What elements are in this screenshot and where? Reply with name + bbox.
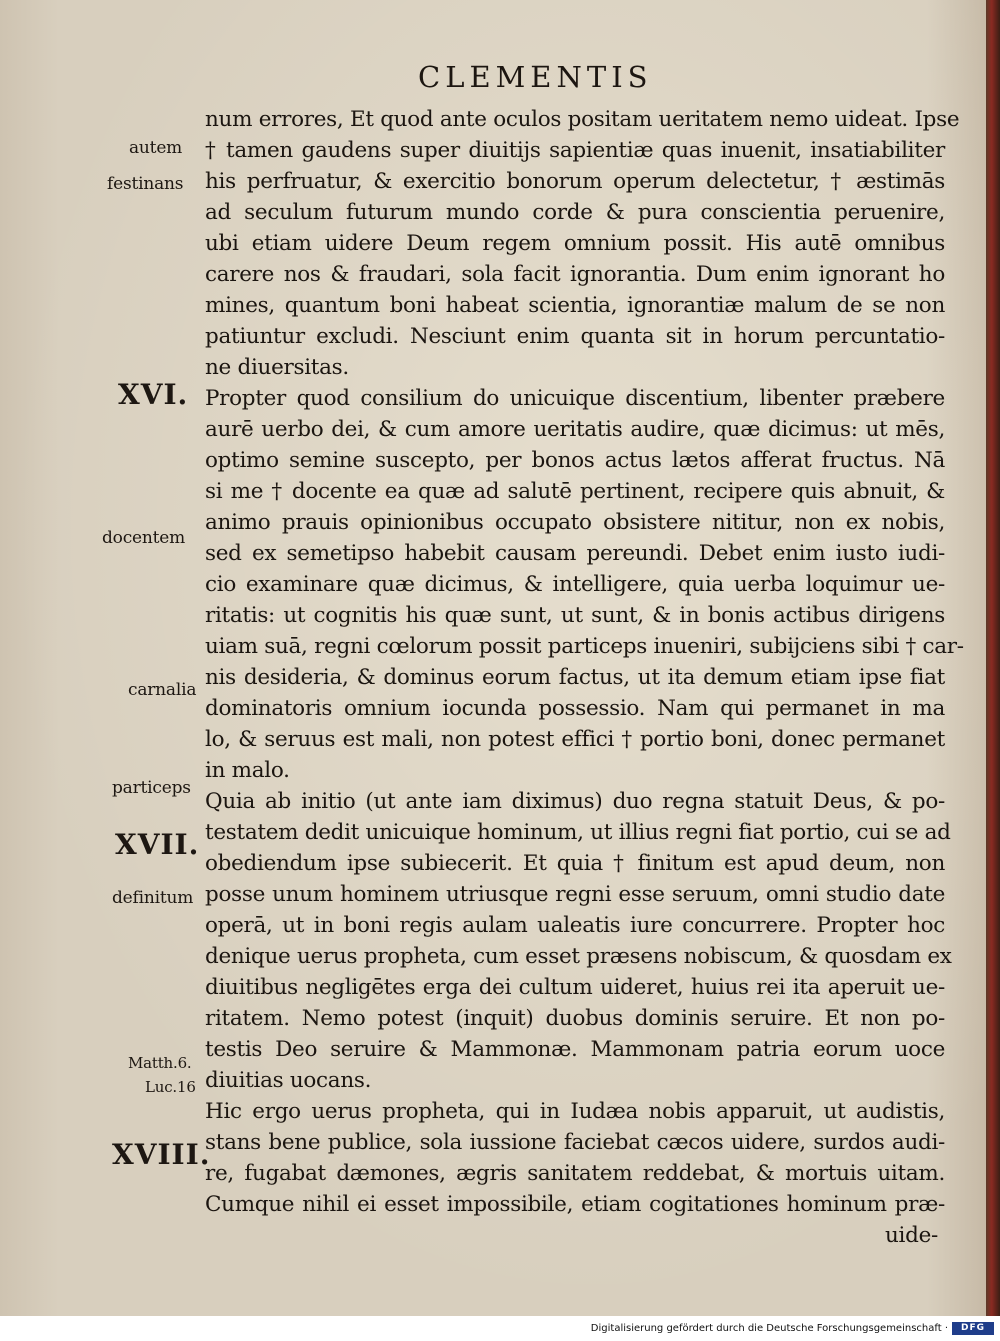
text-line: lo, & seruus est mali, non potest effici † portio boni, donec permanet [205, 727, 945, 752]
text-line: cio examinare quæ dicimus, & intelligere, quia uerba loquimur ue- [205, 572, 945, 597]
text-line: ubi etiam uidere Deum regem omnium possit. His autē omnibus [205, 231, 945, 256]
margin-note-docentem: docentem [102, 528, 186, 548]
text-line: optimo semine suscepto, per bonos actus lætos afferat fructus. Nā [205, 448, 945, 473]
text-line: obediendum ipse subiecerit. Et quia † finitum est apud deum, non [205, 851, 945, 876]
text-line: ritatis: ut cognitis his quæ sunt, ut sunt, & in bonis actibus dirigens [205, 603, 945, 628]
text-line: † tamen gaudens super diuitijs sapientiæ quas inuenit, insatiabiliter [205, 138, 945, 163]
text-line: posse unum hominem utriusque regni esse seruum, omni studio date [205, 882, 945, 907]
text-line: ritatem. Nemo potest (inquit) duobus dominis seruire. Et non po- [205, 1006, 945, 1031]
text-line: in malo. [205, 758, 290, 783]
text-line: mines, quantum boni habeat scientia, ignorantiæ malum de se non [205, 293, 945, 318]
running-head: CLEMENTIS [418, 60, 653, 94]
text-line: ne diuersitas. [205, 355, 349, 380]
section-number-xvi: XVI. [118, 378, 189, 411]
digitization-credit: Digitalisierung gefördert durch die Deutsche Forschungsgemeinschaft · [590, 1323, 948, 1334]
text-line: denique uerus propheta, cum esset præsens nobiscum, & quosdam ex [205, 944, 952, 969]
dfg-logo: DFG [952, 1322, 994, 1335]
text-line: testatem dedit unicuique hominum, ut illius regni fiat portio, cui se ad [205, 820, 951, 845]
margin-note-particeps: particeps [112, 778, 191, 798]
text-line: dominatoris omnium iocunda possessio. Nam qui permanet in ma [205, 696, 945, 721]
text-line: Hic ergo uerus propheta, qui in Iudæa nobis apparuit, ut audistis, [205, 1099, 945, 1124]
text-line: diuitias uocans. [205, 1068, 372, 1093]
text-line: re, fugabat dæmones, ægris sanitatem reddebat, & mortuis uitam. [205, 1161, 945, 1186]
text-line: animo prauis opinionibus occupato obsistere nititur, non ex nobis, [205, 510, 945, 535]
margin-note-definitum: definitum [112, 888, 194, 908]
text-line: num errores, Et quod ante oculos positam ueritatem nemo uideat. Ipse [205, 107, 960, 132]
margin-note-carnalia: carnalia [128, 680, 197, 700]
text-line: sed ex semetipso habebit causam pereundi. Debet enim iusto iudi- [205, 541, 945, 566]
text-line: ad seculum futurum mundo corde & pura conscientia peruenire, [205, 200, 945, 225]
text-line: Propter quod consilium do unicuique discentium, libenter præbere [205, 386, 945, 411]
catchword: uide- [885, 1223, 938, 1248]
section-number-xviii: XVIII. [112, 1138, 211, 1171]
text-line: patiuntur excludi. Nesciunt enim quanta sit in horum percuntatio- [205, 324, 945, 349]
text-line: stans bene publice, sola iussione faciebat cæcos uidere, surdos audi- [205, 1130, 945, 1155]
margin-note-autem: autem [129, 138, 183, 158]
text-line: diuitibus negligētes erga dei cultum uideret, huius rei ita aperuit ue- [205, 975, 945, 1000]
text-line: uiam suā, regni cœlorum possit particeps inueniri, subijciens sibi † car- [205, 634, 964, 659]
margin-ref-matth: Matth.6. [128, 1054, 192, 1072]
text-line: Quia ab initio (ut ante iam diximus) duo regna statuit Deus, & po- [205, 789, 945, 814]
text-line: his perfruatur, & exercitio bonorum operum delectetur, † æstimās [205, 169, 945, 194]
text-line: Cumque nihil ei esset impossibile, etiam cogitationes hominum præ- [205, 1192, 945, 1217]
text-line: testis Deo seruire & Mammonæ. Mammonam patria eorum uoce [205, 1037, 945, 1062]
margin-note-festinans: festinans [107, 174, 184, 194]
text-line: carere nos & fraudari, sola facit ignorantia. Dum enim ignorant ho [205, 262, 945, 287]
text-line: aurē uerbo dei, & cum amore ueritatis audire, quæ dicimus: ut mēs, [205, 417, 945, 442]
text-line: nis desideria, & dominus eorum factus, ut ita demum etiam ipse fiat [205, 665, 945, 690]
text-line: si me † docente ea quæ ad salutē pertinent, recipere quis abnuit, & [205, 479, 945, 504]
margin-ref-luc: Luc.16 [145, 1078, 196, 1096]
book-edge [986, 0, 1000, 1316]
text-line: operā, ut in boni regis aulam ualeatis iure concurrere. Propter hoc [205, 913, 945, 938]
section-number-xvii: XVII. [115, 828, 200, 861]
